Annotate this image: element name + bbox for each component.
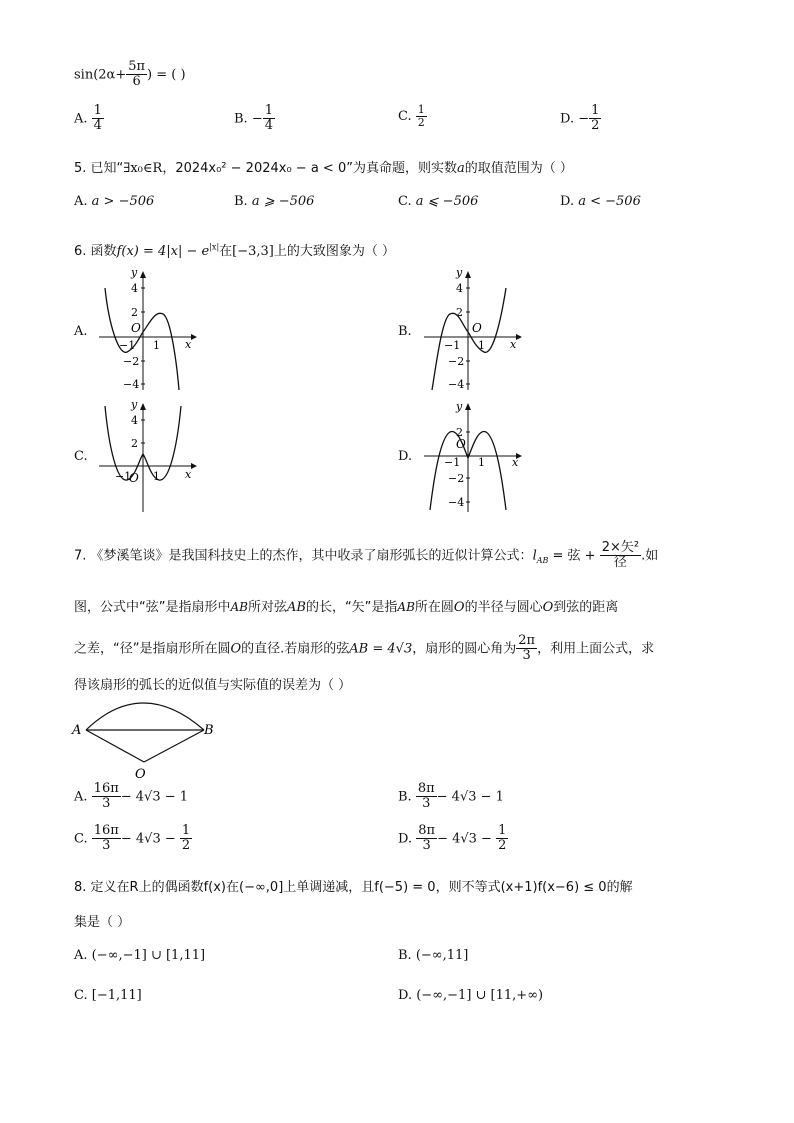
y-label: y bbox=[456, 400, 463, 413]
q6-graph-a[interactable] bbox=[95, 266, 205, 394]
tick-x-neg1: −1 bbox=[119, 339, 136, 352]
x-label: x bbox=[185, 338, 192, 351]
radius-ob bbox=[144, 730, 204, 762]
x-axis-arrow bbox=[191, 463, 197, 469]
q7-line3: 之差，“径”是指扇形所在圆O的直径.若扇形的弦AB = 4√3，扇形的圆心角为 $\frac{2\pi}{3}$ ，利用上面公式，求 bbox=[74, 633, 655, 664]
q5-option-a[interactable]: A. a > −506 bbox=[74, 194, 155, 209]
x-label: x bbox=[185, 468, 192, 481]
tick-y-4: 4 bbox=[131, 414, 138, 427]
tick-y-2: 2 bbox=[456, 306, 463, 319]
q5-option-d[interactable]: D. a < −506 bbox=[560, 194, 641, 209]
q6-stem: 6. 函数$f(x) = 4|x| - e^{|x|}$在[−3,3]上的大致图象为（ ） bbox=[74, 242, 396, 259]
q8-option-b[interactable]: B. (−∞,11] bbox=[398, 948, 469, 963]
origin-label: O bbox=[456, 437, 466, 451]
q8-option-a[interactable]: A. (−∞,−1] ∪ [1,11] bbox=[74, 948, 206, 963]
tick-y-neg4: −4 bbox=[448, 496, 465, 509]
q8-option-c[interactable]: C. [−1,11] bbox=[74, 988, 142, 1003]
y-axis-arrow bbox=[465, 403, 471, 410]
q6-graph-b[interactable] bbox=[420, 266, 530, 394]
tick-y-neg4: −4 bbox=[123, 378, 140, 391]
q8-line1: 8. 定义在R上的偶函数f(x)在(−∞,0]上单调递减，且f(−5) = 0，则不等式(x+1)f(x−6) ≤ 0的解 bbox=[74, 880, 633, 895]
tick-y-2: 2 bbox=[131, 437, 138, 450]
tick-x-1: 1 bbox=[153, 470, 160, 483]
q4-option-a[interactable]: A. $\frac{1}{4}$ bbox=[74, 103, 102, 134]
tick-y-2: 2 bbox=[456, 426, 463, 439]
y-axis-arrow bbox=[140, 271, 146, 278]
q7-sector-figure bbox=[70, 690, 220, 780]
radius-oa bbox=[86, 730, 144, 762]
q5-option-c[interactable]: C. a ⩽ −506 bbox=[398, 194, 479, 209]
q7-option-d[interactable]: D. $\frac{8\pi}{3}$ − 4√3 − $\frac{1}{2}$ bbox=[398, 823, 507, 854]
origin-label: O bbox=[129, 471, 139, 485]
q7-line1: 7. 《梦溪笔谈》是我国科技史上的杰作，其中收录了扇形弧长的近似计算公式：$l_{AB}$ = 弦 + $\frac{\text{2×矢²}}{\text{径}}$ .如 bbox=[74, 540, 659, 571]
q7-option-c[interactable]: C. $\frac{16\pi}{3}$ − 4√3 − $\frac{1}{2}$ bbox=[74, 823, 191, 854]
q6-label-d[interactable]: D. bbox=[398, 449, 413, 464]
q5-stem: 5. 已知“∃x₀∈R，2024x₀² − 2024x₀ − a < 0”为真命题，则实数a的取值范围为（ ） bbox=[74, 161, 573, 176]
y-label: y bbox=[131, 398, 138, 411]
y-axis-arrow bbox=[465, 271, 471, 278]
tick-y-4: 4 bbox=[131, 282, 138, 295]
q4-option-d[interactable]: D. − $\frac{1}{2}$ bbox=[560, 103, 600, 134]
tick-x-1: 1 bbox=[478, 339, 485, 352]
q6-label-b[interactable]: B. bbox=[398, 324, 412, 339]
tick-y-4: 4 bbox=[456, 282, 463, 295]
tick-y-neg2: −2 bbox=[448, 472, 465, 485]
q6-label-a[interactable]: A. bbox=[74, 324, 88, 339]
tick-y-2: 2 bbox=[131, 306, 138, 319]
q7-option-a[interactable]: A. $\frac{16\pi}{3}$ − 4√3 − 1 bbox=[74, 781, 189, 812]
q5-option-b[interactable]: B. a ⩾ −506 bbox=[234, 194, 315, 209]
label-b: B bbox=[204, 723, 214, 738]
origin-label: O bbox=[131, 321, 141, 335]
q4-stem: sin(2α+ $\frac{5\pi}{6}$ ) = ( ) bbox=[74, 59, 186, 90]
y-axis-arrow bbox=[140, 403, 146, 410]
tick-x-neg1: −1 bbox=[444, 456, 461, 469]
x-axis-arrow bbox=[516, 334, 522, 340]
q4-option-b[interactable]: B. − $\frac{1}{4}$ bbox=[234, 103, 274, 134]
origin-label: O bbox=[472, 321, 482, 335]
tick-x-1: 1 bbox=[478, 456, 485, 469]
q4-option-c[interactable]: C. $\frac{1}{2}$ bbox=[398, 103, 425, 130]
q7-line2: 图，公式中“弦”是指扇形中AB所对弦AB的长，“矢”是指AB所在圆O的半径与圆心O到弦的距离 bbox=[74, 600, 619, 615]
q7-line4: 得该扇形的弧长的近似值与实际值的误差为（ ） bbox=[74, 678, 352, 693]
q6-label-c[interactable]: C. bbox=[74, 449, 88, 464]
q4-stem-fraction: $\frac{5\pi}{6}$ bbox=[128, 59, 146, 90]
y-label: y bbox=[456, 266, 463, 279]
label-a: A bbox=[72, 723, 82, 738]
q8-line2: 集是（ ） bbox=[74, 915, 131, 930]
sector-arc bbox=[86, 703, 204, 730]
q6-graph-c[interactable] bbox=[95, 398, 205, 514]
y-label: y bbox=[131, 266, 138, 279]
tick-x-neg1: −1 bbox=[115, 470, 132, 483]
q7-option-b[interactable]: B. $\frac{8\pi}{3}$ − 4√3 − 1 bbox=[398, 781, 504, 812]
x-axis-arrow bbox=[191, 334, 197, 340]
tick-x-neg1: −1 bbox=[444, 339, 461, 352]
x-label: x bbox=[510, 338, 517, 351]
tick-y-neg4: −4 bbox=[448, 378, 465, 391]
x-label: x bbox=[512, 456, 519, 469]
tick-y-neg2: −2 bbox=[123, 355, 140, 368]
curve bbox=[105, 288, 179, 390]
q8-option-d[interactable]: D. (−∞,−1] ∪ [11,+∞) bbox=[398, 988, 544, 1003]
tick-y-neg2: −2 bbox=[448, 355, 465, 368]
label-o: O bbox=[135, 767, 146, 780]
q6-graph-d[interactable] bbox=[420, 398, 530, 514]
tick-x-1: 1 bbox=[153, 339, 160, 352]
